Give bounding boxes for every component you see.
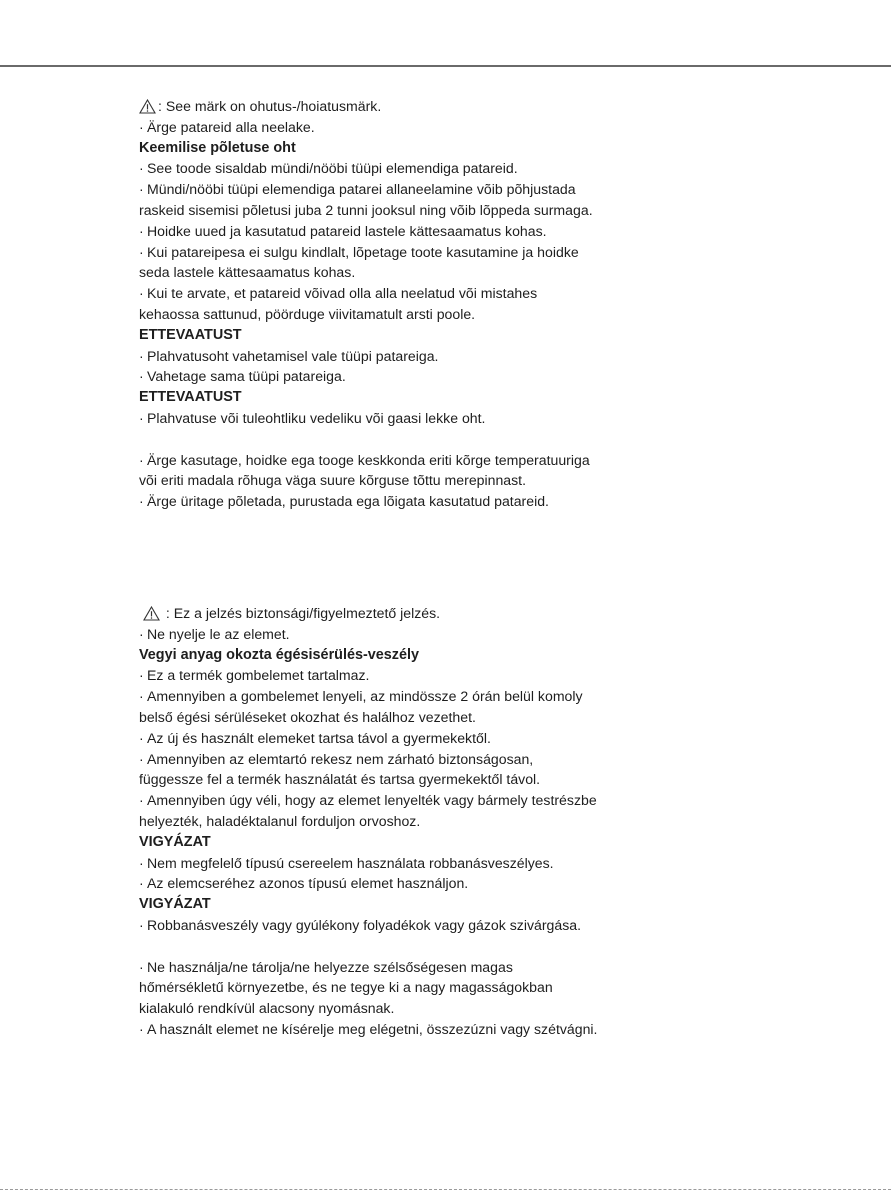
bullet-marker: · [139, 347, 144, 364]
estonian-items [139, 117, 739, 512]
bullet-marker: · [139, 118, 144, 135]
bullet-item [139, 728, 739, 749]
bullet-marker: · [139, 688, 144, 705]
hungarian-section [139, 603, 739, 1040]
continuation-line: seda lastele kättesaamatus kohas. [139, 264, 356, 281]
bullet-item [139, 366, 739, 387]
section-heading: Keemilise põletuse oht [139, 139, 296, 156]
bullet-item [139, 873, 739, 894]
bullet-text: Az elemcseréhez azonos típusú elemet használjon. [147, 875, 469, 892]
blank-line [139, 429, 739, 450]
section-heading: VIGYÁZAT [139, 833, 211, 850]
bullet-item [139, 283, 739, 304]
bullet-text: Hoidke uued ja kasutatud patareid lastele kättesaamatus kohas. [147, 222, 547, 239]
bullet-item [139, 624, 739, 645]
bullet-marker: · [139, 243, 144, 260]
bullet-item [139, 408, 739, 429]
bullet-item [139, 491, 739, 512]
warning-mark-note: : See märk on ohutus-/hoiatusmärk. [139, 96, 739, 117]
bullet-text: Ärge kasutage, hoidke ega tooge keskkonda eriti kõrge temperatuuriga [147, 451, 590, 468]
continuation-line: kehaossa sattunud, pöörduge viivitamatult arsti poole. [139, 305, 476, 322]
bullet-marker: · [139, 750, 144, 767]
continuation-line: belső égési sérüléseket okozhat és halálhoz vezethet. [139, 708, 476, 725]
bullet-item [139, 686, 739, 707]
bullet-text: See toode sisaldab mündi/nööbi tüüpi elemendiga patareid. [147, 160, 518, 177]
bullet-marker: · [139, 792, 144, 809]
bullet-marker: · [139, 875, 144, 892]
bullet-text: A használt elemet ne kísérelje meg elégetni, összezúzni vagy szétvágni. [147, 1020, 598, 1037]
bullet-marker: · [139, 368, 144, 385]
bullet-marker: · [139, 451, 144, 468]
bullet-marker: · [139, 729, 144, 746]
header-rule [0, 65, 891, 67]
bullet-item [139, 853, 739, 874]
bullet-item [139, 221, 739, 242]
bullet-item [139, 915, 739, 936]
bullet-item [139, 665, 739, 686]
section-heading: Vegyi anyag okozta égésisérülés-veszély [139, 646, 419, 663]
footer-rule [0, 1189, 891, 1190]
continuation-line: raskeid sisemisi põletusi juba 2 tunni jooksul ning võib lõppeda surmaga. [139, 201, 593, 218]
bullet-text: Plahvatuse või tuleohtliku vedeliku või gaasi lekke oht. [147, 409, 486, 426]
bullet-item [139, 450, 739, 471]
bullet-text: Vahetage sama tüüpi patareiga. [147, 368, 346, 385]
blank-line [139, 936, 739, 957]
bullet-marker: · [139, 854, 144, 871]
section-heading: VIGYÁZAT [139, 896, 211, 913]
continuation-line: helyezték, haladéktalanul forduljon orvoshoz. [139, 812, 421, 829]
bullet-item [139, 179, 739, 200]
bullet-marker: · [139, 916, 144, 933]
continuation-line: kialakuló rendkívül alacsony nyomásnak. [139, 1000, 395, 1017]
bullet-item [139, 749, 739, 770]
bullet-text: Az új és használt elemeket tartsa távol a gyermekektől. [147, 729, 491, 746]
bullet-text: Amennyiben az elemtartó rekesz nem zárható biztonságosan, [147, 750, 534, 767]
bullet-text: Ne nyelje le az elemet. [147, 625, 290, 642]
bullet-item [139, 158, 739, 179]
bullet-text: Ez a termék gombelemet tartalmaz. [147, 667, 370, 684]
bullet-marker: · [139, 667, 144, 684]
warning-mark-note: : Ez a jelzés biztonsági/figyelmeztető jelzés. [139, 603, 739, 624]
bullet-item [139, 242, 739, 263]
bullet-marker: · [139, 285, 144, 302]
continuation-line: függessze fel a termék használatát és tartsa gyermekektől távol. [139, 771, 541, 788]
bullet-text: Robbanásveszély vagy gyúlékony folyadékok vagy gázok szivárgása. [147, 916, 582, 933]
bullet-text: Ne használja/ne tárolja/ne helyezze szélsőségesen magas [147, 958, 513, 975]
bullet-marker: · [139, 493, 144, 510]
bullet-item [139, 790, 739, 811]
bullet-item [139, 346, 739, 367]
hungarian-items [139, 624, 739, 1040]
continuation-line: hőmérsékletű környezetbe, és ne tegye ki a nagy magasságokban [139, 979, 553, 996]
continuation-line: või eriti madala rõhuga väga suure kõrguse tõttu merepinnast. [139, 472, 527, 489]
bullet-marker: · [139, 1020, 144, 1037]
estonian-section [139, 96, 739, 512]
bullet-text: Amennyiben úgy véli, hogy az elemet lenyelték vagy bármely testrészbe [147, 792, 597, 809]
bullet-marker: · [139, 958, 144, 975]
bullet-item [139, 957, 739, 978]
bullet-text: Kui patareipesa ei sulgu kindlalt, lõpetage toote kasutamine ja hoidke [147, 243, 579, 260]
bullet-marker: · [139, 181, 144, 198]
bullet-marker: · [139, 160, 144, 177]
section-heading: ETTEVAATUST [139, 326, 242, 343]
section-heading: ETTEVAATUST [139, 389, 242, 406]
bullet-item [139, 117, 739, 138]
bullet-text: Ärge patareid alla neelake. [147, 118, 315, 135]
bullet-marker: · [139, 625, 144, 642]
bullet-item [139, 1019, 739, 1040]
bullet-text: Ärge üritage põletada, purustada ega lõigata kasutatud patareid. [147, 493, 549, 510]
bullet-text: Mündi/nööbi tüüpi elemendiga patarei allaneelamine võib põhjustada [147, 181, 576, 198]
bullet-text: Amennyiben a gombelemet lenyeli, az mindössze 2 órán belül komoly [147, 688, 583, 705]
bullet-text: Plahvatusoht vahetamisel vale tüüpi patareiga. [147, 347, 439, 364]
bullet-marker: · [139, 409, 144, 426]
bullet-text: Kui te arvate, et patareid võivad olla alla neelatud või mistahes [147, 285, 538, 302]
bullet-marker: · [139, 222, 144, 239]
bullet-text: Nem megfelelő típusú csereelem használata robbanásveszélyes. [147, 854, 554, 871]
